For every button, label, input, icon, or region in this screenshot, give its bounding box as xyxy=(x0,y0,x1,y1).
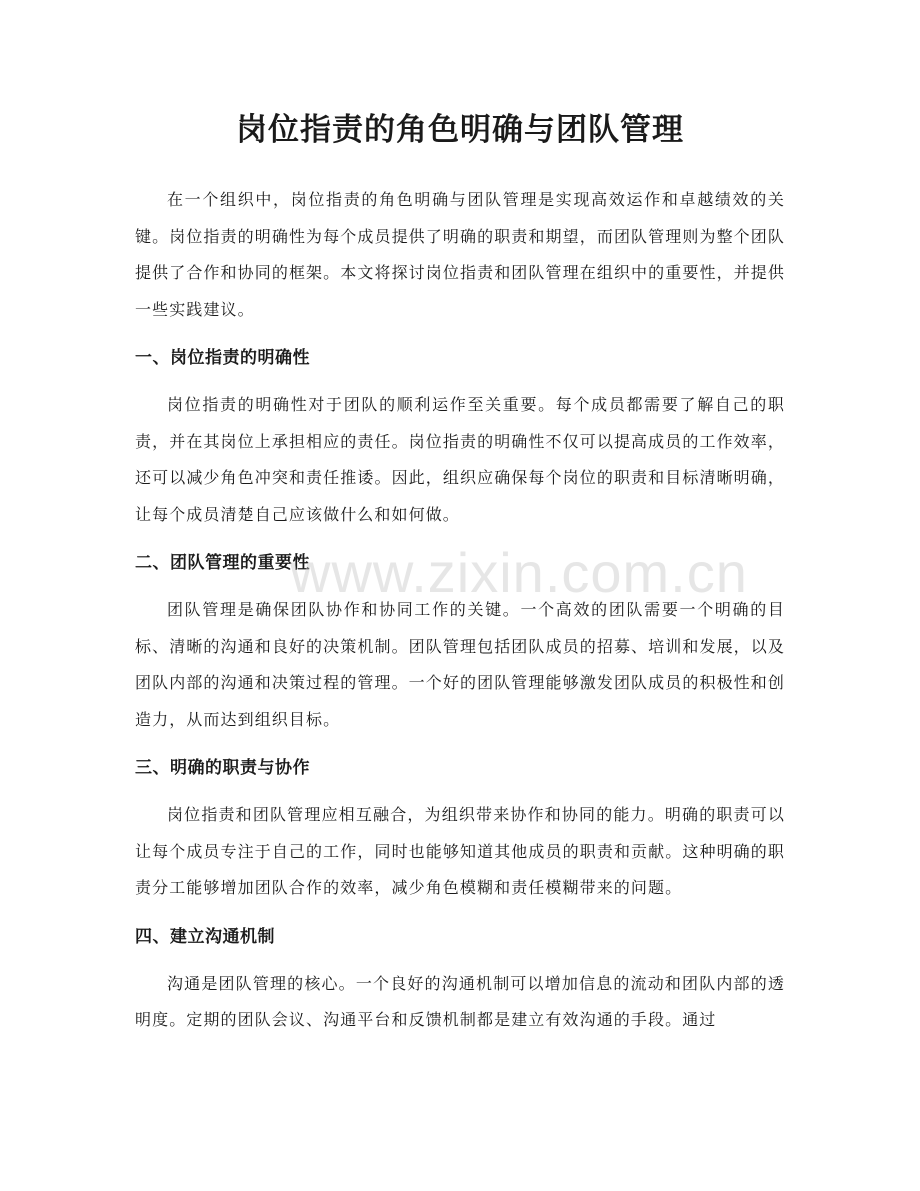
watermark-text: www.zixin.com.cn xyxy=(290,541,748,604)
page-title: 岗位指责的角色明确与团队管理 xyxy=(236,112,684,148)
section-2-paragraph: 团队管理是确保团队协作和协同工作的关键。一个高效的团队需要一个明确的目标、清晰的沟通和良好的决策机制。团队管理包括团队成员的招募、培训和发展，以及团队内部的沟通和决策过程的管理。一个好的团队管理能够激发团队成员的积极性和创造力，从而达到组织目标。 xyxy=(135,600,785,729)
section-3-heading: 三、明确的职责与协作 xyxy=(135,758,310,778)
document-body xyxy=(135,182,785,1039)
section-2-heading: 二、团队管理的重要性 xyxy=(135,553,310,573)
intro-paragraph: 在一个组织中，岗位指责的角色明确与团队管理是实现高效运作和卓越绩效的关键。岗位指责的明确性为每个成员提供了明确的职责和期望，而团队管理则为整个团队提供了合作和协同的框架。本文将探讨岗位指责和团队管理在组织中的重要性，并提供一些实践建议。 xyxy=(135,190,785,319)
section-1-heading: 一、岗位指责的明确性 xyxy=(135,348,310,368)
section-4-paragraph: 沟通是团队管理的核心。一个良好的沟通机制可以增加信息的流动和团队内部的透明度。定期的团队会议、沟通平台和反馈机制都是建立有效沟通的手段。通过 xyxy=(135,973,785,1029)
section-3-paragraph: 岗位指责和团队管理应相互融合，为组织带来协作和协同的能力。明确的职责可以让每个成员专注于自己的工作，同时也能够知道其他成员的职责和贡献。这种明确的职责分工能够增加团队合作的效率，减少角色模糊和责任模糊带来的问题。 xyxy=(135,805,785,897)
section-1-paragraph: 岗位指责的明确性对于团队的顺利运作至关重要。每个成员都需要了解自己的职责，并在其岗位上承担相应的责任。岗位指责的明确性不仅可以提高成员的工作效率，还可以减少角色冲突和责任推诿。因此，组织应确保每个岗位的职责和目标清晰明确，让每个成员清楚自己应该做什么和如何做。 xyxy=(135,395,785,524)
section-4-heading: 四、建立沟通机制 xyxy=(135,926,275,947)
